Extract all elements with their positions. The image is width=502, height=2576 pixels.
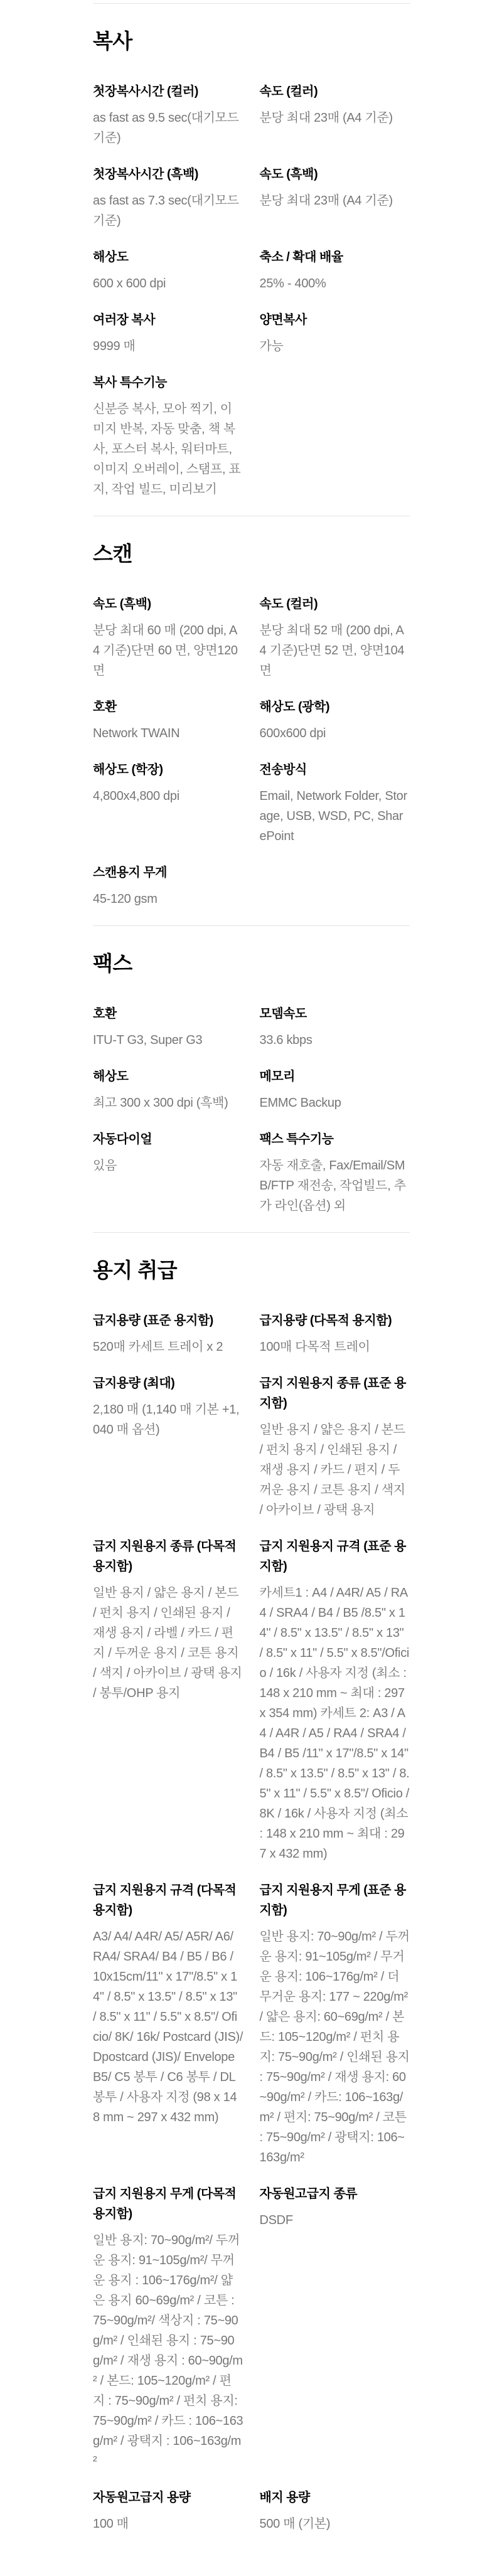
spec-item <box>260 1880 410 2168</box>
spec-row <box>93 373 410 499</box>
spec-item <box>260 594 410 681</box>
spec-value: as fast as 7.3 sec(대기모드 기준) <box>93 194 239 228</box>
spec-value: 분당 최대 52 매 (200 dpi, A4 기준)단면 52 면, 양면104 면 <box>259 624 405 678</box>
spec-item <box>260 310 410 356</box>
spec-item <box>93 1880 243 2127</box>
spec-label: 해상도 (광학) <box>259 700 329 714</box>
spec-item <box>260 247 410 294</box>
spec-label: 급지 지원용지 종류 (다목적 용지함) <box>93 1540 237 1573</box>
section-divider <box>93 1232 410 1233</box>
spec-value: 33.6 kbps <box>259 1033 312 1047</box>
spec-row <box>93 697 410 743</box>
spec-item <box>93 1129 243 1176</box>
spec-label: 속도 (흑백) <box>259 168 318 181</box>
spec-item <box>260 1373 410 1520</box>
spec-row <box>93 247 410 294</box>
spec-row <box>93 1067 410 1113</box>
spec-item <box>260 2488 410 2534</box>
spec-label: 스캔용지 무게 <box>93 866 167 880</box>
spec-label: 급지용량 (다목적 용지함) <box>259 1314 392 1328</box>
spec-value: DSDF <box>259 2213 293 2227</box>
spec-value: as fast as 9.5 sec(대기모드 기준) <box>93 111 239 145</box>
spec-row <box>93 863 410 909</box>
spec-value: 자동 재호출, Fax/Email/SMB/FTP 재전송, 작업빌드, 추가 라인(옵션) 외 <box>259 1159 406 1213</box>
spec-sections <box>93 3 410 2534</box>
spec-row <box>93 1129 410 1216</box>
spec-label: 자동다이얼 <box>93 1132 152 1146</box>
spec-label: 급지 지원용지 무게 (표준 용지함) <box>259 1883 406 1917</box>
spec-label: 호환 <box>93 700 117 714</box>
spec-row <box>93 82 410 148</box>
section-divider <box>93 3 410 4</box>
spec-value: 9999 매 <box>93 339 136 353</box>
spec-label: 복사 특수기능 <box>93 376 167 390</box>
spec-value: 신분증 복사, 모아 찍기, 이미지 반복, 자동 맞춤, 책 복사, 포스터 복사, 워터마트, 이미지 오버레이, 스탬프, 표지, 작업 빌드, 미리보기 <box>93 402 241 496</box>
spec-item <box>93 2184 243 2471</box>
spec-value: 2,180 매 (1,140 매 기본 +1,040 매 옵션) <box>93 1403 240 1437</box>
spec-item <box>260 1129 410 1216</box>
spec-row <box>93 1373 410 1520</box>
spec-value: 100매 다목적 트레이 <box>259 1340 370 1354</box>
spec-value: Network TWAIN <box>93 726 180 740</box>
spec-value: 분당 최대 60 매 (200 dpi, A4 기준)단면 60 면, 양면120 면 <box>93 624 238 678</box>
spec-item <box>260 1067 410 1113</box>
spec-value: 600x600 dpi <box>259 726 326 740</box>
spec-item <box>260 1536 410 1864</box>
section-title: 팩스 <box>93 952 132 975</box>
spec-value: 600 x 600 dpi <box>93 277 166 290</box>
spec-value: A3/ A4/ A4R/ A5/ A5R/ A6/ RA4/ SRA4/ B4 / B5 / B6 / 10x15cm/11" x 17"/8.5" x 14" / 8.5" x 13.5" / 8.5" x 13" / 8.5" x 11" / 5.5" x 8.5"/ Oficio/ 8K/ 16k/ Postcard (JIS)/ Dpostcard (JIS)/ Envelope B5/ C5 봉투 / C6 봉투 / DL 봉투 / 사용자 지정 (98 x 148 mm ~ 297 x 432 mm) <box>93 1930 243 2124</box>
spec-item <box>93 697 243 743</box>
spec-row <box>93 1536 410 1864</box>
spec-value: EMMC Backup <box>259 1096 341 1110</box>
section-title: 용지 취급 <box>93 1259 178 1282</box>
spec-item <box>93 247 243 294</box>
spec-item <box>93 594 243 681</box>
spec-value: 520매 카세트 트레이 x 2 <box>93 1340 223 1354</box>
spec-label: 속도 (컬러) <box>259 597 318 611</box>
spec-label: 팩스 특수기능 <box>259 1132 334 1146</box>
spec-row <box>93 2488 410 2534</box>
spec-label: 급지 지원용지 종류 (표준 용지함) <box>259 1376 406 1410</box>
spec-label: 배지 용량 <box>259 2491 310 2504</box>
spec-label: 여러장 복사 <box>93 313 156 327</box>
spec-label: 급지 지원용지 규격 (다목적 용지함) <box>93 1883 237 1917</box>
spec-label: 급지용량 (표준 용지함) <box>93 1314 213 1328</box>
spec-value: 일반 용지: 70~90g/m² / 두꺼운 용지: 91~105g/m² / 무거운 용지: 106~176g/m² / 더 무거운 용지: 177 ~ 220g/m² / 얇은 용지: 60~69g/m² / 본드: 105~120g/m² / 펀치 용지: 75~90g/m² / 인쇄된 용지 : 75~90g/m² / 재생 용지: 60~90g/m² / 카드: 106~163g/m² / 편지: 75~90g/m² / 코튼 : 75~90g/m² / 광택지: 106~163g/m² <box>259 1930 410 2164</box>
spec-item <box>93 82 243 148</box>
spec-row <box>93 310 410 356</box>
spec-value: 일반 용지 / 얇은 용지 / 본드 / 펀치 용지 / 인쇄된 용지 / 재생 용지 / 카드 / 편지 / 두꺼운 용지 / 코튼 용지 / 색지 / 아카이브 / 광택 용지 <box>259 1423 405 1517</box>
spec-item <box>260 82 410 128</box>
spec-label: 속도 (흑백) <box>93 597 151 611</box>
section-divider <box>93 925 410 926</box>
spec-value: 가능 <box>259 339 284 353</box>
spec-item <box>260 1004 410 1050</box>
spec-label: 축소 / 확대 배율 <box>259 250 343 264</box>
spec-label: 자동원고급지 용량 <box>93 2491 191 2504</box>
spec-value: 45-120 gsm <box>93 892 158 906</box>
spec-value: 일반 용지 / 얇은 용지 / 본드 / 펀치 용지 / 인쇄된 용지 / 재생 용지 / 라벨 / 카드 / 편지 / 두꺼운 용지 / 코튼 용지 / 색지 / 아카이브 / 광택 용지 / 봉투/OHP 용지 <box>93 1586 242 1700</box>
spec-value: 500 매 (기본) <box>259 2517 331 2531</box>
spec-value: 카세트1 : A4 / A4R/ A5 / RA4 / SRA4 / B4 / B5 /8.5" x 14" / 8.5" x 13.5" / 8.5" x 13" / 8.5" x 11" / 5.5" x 8.5"/Oficio / 16k / 사용자 지정 (최소 : 148 x 210 mm ~ 최대 : 297 x 354 mm) 카세트 2: A3 / A4 / A4R / A5 / RA4 / SRA4 / B4 / B5 /11" x 17"/8.5" x 14" / 8.5" x 13.5" / 8.5" x 13" / 8.5" x 11" / 5.5" x 8.5"/ Oficio / 8K / 16k / 사용자 지정 (최소 : 148 x 210 mm ~ 최대 : 297 x 432 mm) <box>259 1586 410 1861</box>
spec-item <box>93 863 243 909</box>
spec-row <box>93 1880 410 2168</box>
spec-value: 최고 300 x 300 dpi (흑백) <box>93 1096 228 1110</box>
spec-value: 분당 최대 23매 (A4 기준) <box>259 194 393 208</box>
spec-value: 분당 최대 23매 (A4 기준) <box>259 111 393 125</box>
spec-label: 모뎀속도 <box>259 1007 307 1021</box>
spec-value: 4,800x4,800 dpi <box>93 789 179 803</box>
spec-label: 급지 지원용지 무게 (다목적 용지함) <box>93 2187 237 2221</box>
spec-item <box>93 1373 243 1440</box>
spec-value: 있음 <box>93 1159 117 1173</box>
spec-label: 속도 (컬러) <box>259 85 318 98</box>
spec-label: 첫장복사시간 (컬러) <box>93 85 198 98</box>
spec-item <box>260 1311 410 1357</box>
spec-label: 호환 <box>93 1007 117 1021</box>
spec-item <box>93 1536 243 1703</box>
spec-label: 첫장복사시간 (흑백) <box>93 168 198 181</box>
spec-label: 해상도 <box>93 1070 129 1083</box>
spec-item <box>93 164 243 231</box>
spec-value: 일반 용지: 70~90g/m²/ 두꺼운 용지: 91~105g/m²/ 무꺼운 용지 : 106~176g/m²/ 얇은 용지 60~69g/m² / 코튼 : 75~90g/m²/ 색상지 : 75~90g/m² / 인쇄된 용지 : 75~90g/m² / 재생 용지 : 60~90g/m² / 본드: 105~120g/m² / 편지 : 75~90g/m² / 펀치 용지: 75~90g/m² / 카드 : 106~163g/m² / 광택지 : 106~163g/m² <box>93 2233 243 2468</box>
spec-label: 자동원고급지 종류 <box>259 2187 358 2201</box>
spec-page <box>93 3 410 2575</box>
spec-item <box>93 1311 243 1357</box>
spec-value: 100 매 <box>93 2517 129 2531</box>
spec-row <box>93 1004 410 1050</box>
spec-label: 메모리 <box>259 1070 295 1083</box>
spec-item <box>93 310 243 356</box>
spec-label: 급지 지원용지 규격 (표준 용지함) <box>259 1540 406 1573</box>
spec-row <box>93 594 410 681</box>
section-title: 복사 <box>93 29 132 53</box>
spec-item <box>260 164 410 211</box>
spec-item <box>93 373 243 499</box>
spec-label: 해상도 (학장) <box>93 763 163 777</box>
section-title: 스캔 <box>93 542 132 565</box>
spec-row <box>93 760 410 846</box>
spec-label: 급지용량 (최대) <box>93 1376 175 1390</box>
spec-item <box>260 760 410 846</box>
spec-row <box>93 164 410 231</box>
spec-value: 25% - 400% <box>259 277 326 290</box>
spec-row <box>93 1311 410 1357</box>
spec-item <box>260 697 410 743</box>
spec-item <box>93 1004 243 1050</box>
spec-item <box>93 1067 243 1113</box>
spec-row <box>93 2184 410 2471</box>
spec-item <box>260 2184 410 2230</box>
spec-item <box>93 760 243 806</box>
spec-label: 전송방식 <box>259 763 307 777</box>
spec-label: 해상도 <box>93 250 129 264</box>
spec-label: 양면복사 <box>259 313 307 327</box>
spec-item <box>93 2488 243 2534</box>
spec-value: Email, Network Folder, Storage, USB, WSD, PC, SharePoint <box>259 789 407 843</box>
spec-value: ITU-T G3, Super G3 <box>93 1033 203 1047</box>
